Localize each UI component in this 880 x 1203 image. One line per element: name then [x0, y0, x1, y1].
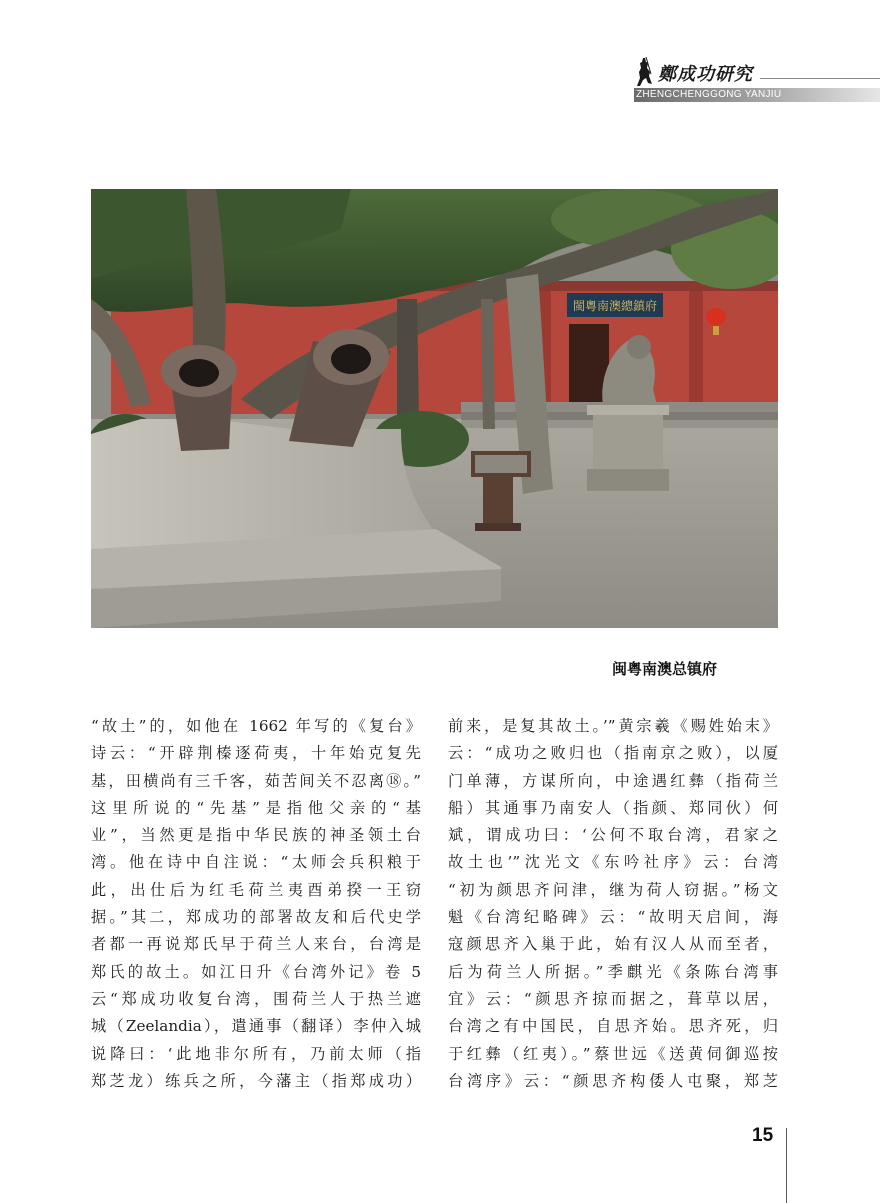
journal-title-cn: 鄭成功研究: [658, 64, 753, 85]
body-line: 宜》云：“颜思齐掠而据之，葺草以居，: [448, 989, 778, 1008]
body-line: 湾。他在诗中自注说：“太师会兵积粮于: [91, 853, 421, 872]
photo-nanao-garrison: [91, 189, 778, 628]
body-line: 台湾序》云：“颜思齐构倭人屯聚，郑芝: [448, 1071, 778, 1090]
body-line: 后为荷兰人所据。”季麒光《条陈台湾事: [448, 962, 778, 981]
page-rule: [786, 1128, 787, 1203]
body-line: 门单薄，方谋所向，中途遇红彝（指荷兰: [448, 771, 778, 790]
body-line: 故土也’”沈光文《东吟社序》云：台湾: [448, 853, 778, 872]
body-line: 船）其通事乃南安人（指颜、郑同伙）何: [448, 798, 778, 817]
body-line: 业”，当然更是指中华民族的神圣领土台: [91, 826, 421, 845]
photo-illustration: [91, 189, 778, 628]
body-line: 诗云：“开辟荆榛逐荷夷，十年始克复先: [91, 744, 421, 763]
body-line: 斌，谓成功曰：‘公何不取台湾，君家之: [448, 826, 778, 845]
body-line: 寇颜思齐入巢于此，始有汉人从而至者，: [448, 935, 778, 954]
text-column-left: [91, 713, 421, 1095]
page-number: 15: [752, 1125, 774, 1146]
text-column-right: [448, 713, 778, 1095]
journal-header: [632, 56, 880, 106]
body-line: 说降曰：‘此地非尔所有，乃前太师（指: [91, 1044, 421, 1063]
journal-title-en: ZHENGCHENGGONG YANJIU: [636, 89, 782, 100]
body-line: 云：“成功之败归也（指南京之败），以厦: [448, 744, 778, 763]
body-line: “故土”的，如他在 1662 年写的《复台》: [91, 717, 421, 735]
header-rule: [760, 78, 880, 79]
body-line: 于红彝（红夷）。”蔡世远《送黄伺御巡按: [448, 1044, 778, 1063]
body-line: 郑氏的故土。如江日升《台湾外记》卷 5: [91, 962, 421, 981]
body-line: “初为颜思齐问津，继为荷人窃据。”杨文: [448, 880, 778, 899]
photo-caption: 闽粤南澳总镇府: [612, 660, 718, 678]
body-line: 云“郑成功收复台湾，围荷兰人于热兰遮: [91, 989, 421, 1008]
horseman-logo-icon: [634, 56, 654, 90]
body-line: 这里所说的“先基”是指他父亲的“基: [91, 798, 421, 817]
body-line: 台湾之有中国民，自思齐始。思齐死，归: [448, 1017, 778, 1036]
body-line: 者都一再说郑氏早于荷兰人来台，台湾是: [91, 935, 421, 954]
body-line: 基，田横尚有三千客，茹苦间关不忍离⑱。”: [91, 771, 421, 790]
body-line: 此，出仕后为红毛荷兰夷酉弟揆一王窃: [91, 880, 421, 899]
body-line: 城（Zeelandia），遣通事（翻译）李仲入城: [91, 1017, 421, 1036]
body-line: 前来，是复其故土。’”黄宗羲《赐姓始末》: [448, 717, 778, 735]
body-line: 魁《台湾纪略碑》云：“故明天启间，海: [448, 908, 778, 927]
photo-sign-text: 閩粵南澳總鎮府: [572, 299, 658, 313]
body-line: 据。”其二，郑成功的部署故友和后代史学: [91, 908, 421, 927]
body-line: 郑芝龙）练兵之所，今藩主（指郑成功）: [91, 1071, 421, 1090]
